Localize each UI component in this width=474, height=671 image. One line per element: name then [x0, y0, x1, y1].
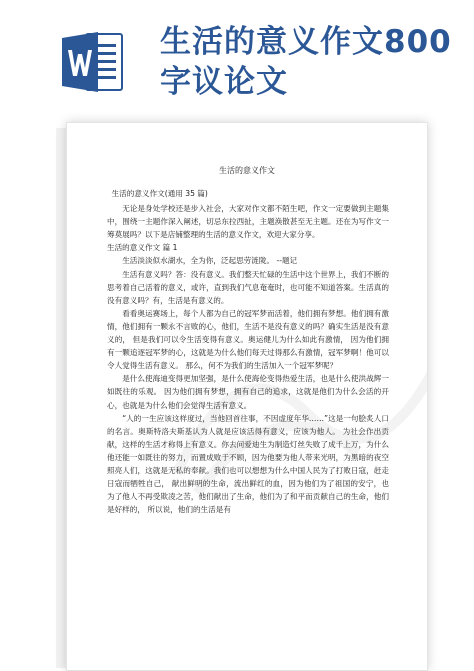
- document-page: [66, 122, 428, 671]
- body-paragraph: 是什么使海迪变得更加坚强，是什么使海伦变得热爱生活，也是什么使洪战辉一如既往的乐观。 因为他们拥有梦想，拥有自己的追求，这就是他们为什么会活的开心，也就是为什么他们会觉得生活有意义。: [107, 374, 389, 410]
- epigraph: 生活淡淡似水湖水，全为你，泛起思劳涟陇。 --题记: [122, 256, 298, 266]
- word-document-icon: [62, 28, 124, 96]
- body-paragraph: 生活有意义吗？答：没有意义。我们整天忙碌的生活中这个世界上，我们不断的思考着自己活着的意义，或许，直到我们气息奄奄时，也可能不知道答案。生活真的没有意义吗？有，生活是有意义的。: [107, 269, 389, 305]
- header: [0, 0, 474, 120]
- document-body: [107, 187, 389, 516]
- body-paragraph: 看看奥运赛场上，每个人都为自己的冠军梦而活着，他们拥有梦想。他们拥有激情，他们拥有一颗永不言败的心，他们，生活不是没有意义的吗？确实生活是没有意义的， 但是我们可以令生活变得有意义。奥运健儿为什么如此有激情， 因为他们拥有一颗追逐冠军梦的心，这就是为什么他们每天过得那么有激情，冠军梦啊！他可以令人觉得生活有意义。 那么，何不为我们的生活加入一个冠军梦呢？: [107, 308, 389, 371]
- section-heading: 生活的意义作文 篇 1: [107, 243, 178, 253]
- document-title: 生活的意义作文: [219, 166, 275, 175]
- body-paragraph: “人的一生应该这样度过，当他回首往事，不因虚度年华……”这是一句脍炙人口的名言。奥斯特洛夫斯基认为人就是应该活得有意义，应该为他人。 为社会作出贡献，这样的生活才称得上有意义。你去问爱迪生为制造灯丝失败了成千上万，为什么他还能一如既往的努力，而置成败于不顾，因为他要为他人带来光明，为黑暗的夜空照亮人们，这就是无私的奉献。我们也可以想想为什么中国人民为了打败日寇，赶走日寇而牺牲自己， 献出鲜明的生命，流出鲜红的血，因为他们为了祖国的安宁，也为了他人不再受欺凌之苦，他们献出了生命，他们为了和平而贡献自己的生命，他们是好样的， 所以说，他们的生活是有: [107, 413, 389, 515]
- document-subtitle: 生活的意义作文(通用 35 篇): [111, 189, 208, 198]
- header-title: 生活的意义作文800字议论文: [160, 24, 452, 100]
- intro-paragraph: 无论是身处学校还是步入社会，大家对作文都不陌生吧，作文一定要做到主题集中，围绕一主题作深入阐述，切忌东拉西扯，主题涣散甚至无主题。还在为写作文一筹莫展吗？以下是店铺整理的生活的意义作文，欢迎大家分享。: [107, 204, 389, 240]
